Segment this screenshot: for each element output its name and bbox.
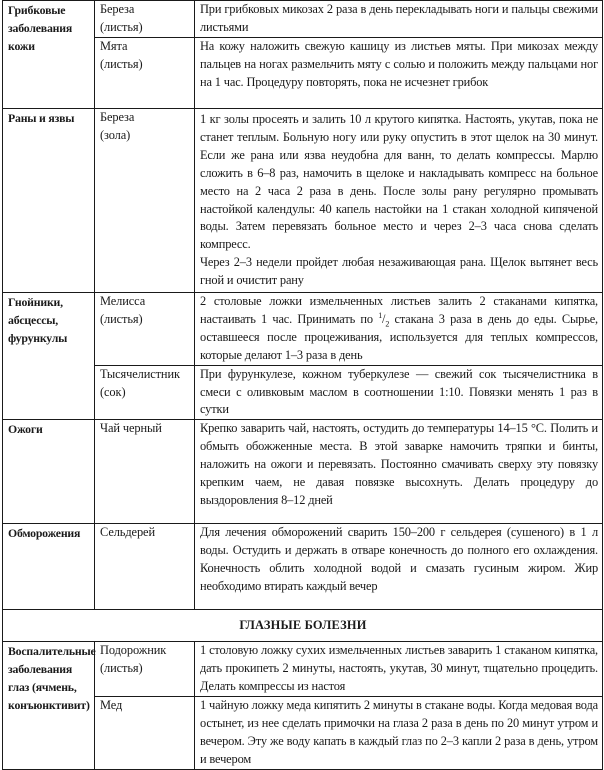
herb-cell [95, 1, 195, 38]
description-paragraph: 1 кг золы просеять и залить 10 л крутого кипятка. Настоять, укутав, пока не станет теплым. Больную ногу или руку опустить в этот щелок на 30 минут. Если же рана или язва неудобна для ванн, то делать компрессы. Марлю сложить в 6–8 раз, намочить в щелоке и накладывать компресс на больное место на 2 часа 2 раза в день. После золы рану регулярно промывать настойкой календулы: 40 капель настойки на 1 стакан холодной кипяченой воды. Затем перевязать больное место и через 2–3 часа снова сделать компресс. [200, 112, 598, 252]
description-paragraph: Через 2–3 недели пройдет любая незаживающая рана. Щелок вытянет весь гной и очистит рану [200, 255, 598, 288]
table-row [3, 293, 603, 366]
condition-cell [3, 109, 95, 293]
description-cell: 1 столовую ложку сухих измельченных листьев заварить 1 стаканом кипятка, дать прокипеть 2 минуты, настоять, укутав, 30 минут, тщательно процедить. Делать компрессы из настоя [195, 642, 603, 697]
fraction-denominator: 2 [385, 319, 390, 329]
description-cell: На кожу наложить свежую кашицу из листьев мяты. При микозах между пальцев на ногах размельчить мяту с солью и положить между пальцами ног на 1 час. Процедуру повторять, пока не исчезнет грибок [195, 38, 603, 109]
table-row [3, 420, 603, 524]
herb-cell [95, 38, 195, 109]
herb-name: Береза [100, 2, 135, 16]
herb-cell [95, 642, 195, 697]
fraction: $^1/_2$ [378, 310, 390, 329]
herb-part: (листья) [100, 311, 143, 326]
section-header: ГЛАЗНЫЕ БОЛЕЗНИ [3, 610, 603, 642]
section-header-row [3, 610, 603, 642]
condition-cell [3, 420, 95, 524]
herb-name: Мелисса [100, 294, 146, 308]
table-row [3, 642, 603, 697]
description-text: 2 столовые ложки измельченных листьев залить 2 стаканами кипятка, настаивать 1 час. Принимать по [200, 294, 598, 326]
herb-name: Чай черный [100, 421, 162, 436]
description-cell: При грибковых микозах 2 раза в день перекладывать ноги и пальцы свежими листьями [195, 1, 603, 38]
description-cell [195, 109, 603, 293]
herb-part: (зола) [100, 127, 131, 142]
condition-label: Обморожения [8, 526, 81, 541]
fraction-numerator: 1 [378, 310, 383, 320]
condition-label: Ожоги [8, 422, 43, 437]
remedies-table [2, 0, 603, 770]
herb-part: (сок) [100, 384, 126, 399]
condition-label: Воспалительные заболевания глаз (ячмень, конъюнктивит) [8, 644, 96, 713]
herb-name: Подорожник [100, 643, 167, 658]
description-cell: При фурункулезе, кожном туберкулезе — свежий сок тысячелистника в смеси с оливковым маслом в соотношении 1:10. Повязки менять 1 раз в сутки [195, 365, 603, 420]
herb-cell [95, 293, 195, 366]
description-cell: 1 чайную ложку меда кипятить 2 минуты в стакане воды. Когда медовая вода остынет, из нее сделать примочки на глаза 2 раза в день по 20 минут утром и вечером. Эту же воду капать в каждый глаз по 2–3 капли 2 раза в день, утром и вечером [195, 697, 603, 770]
description-cell [195, 293, 603, 366]
description-cell: Крепко заварить чай, настоять, остудить до температуры 14–15 °С. Полить и обмыть обожженные места. В этой заварке намочить тряпки и бинты, наложить на ожоги и перевязать. Постоянно смачивать сверху эту повязку крепким чаем, не давая повязке высохнуть. Делать процедуру до выздоровления 8–12 дней [195, 420, 603, 524]
description-cell: Для лечения обморожений сварить 150–200 г сельдерея (сушеного) в 1 л воды. Остудить и держать в отваре конечность до полного его охлаждения. Конечность облить холодной водой и смазать гусиным жиром. Жир необходимо втирать каждый вечер [195, 524, 603, 610]
table-row [3, 524, 603, 610]
herb-name: Тысячелистник [100, 366, 180, 381]
condition-label: Раны и язвы [8, 111, 75, 125]
condition-cell [3, 1, 95, 109]
condition-cell [3, 524, 95, 610]
herb-part: (листья) [100, 56, 143, 71]
table-row [3, 1, 603, 38]
herb-cell [95, 420, 195, 524]
herb-part: (листья) [100, 19, 143, 34]
herb-name: Мята [100, 39, 128, 53]
herb-cell [95, 109, 195, 293]
description-text: стакана 3 раза в день до еды. Сырье, оставшееся после процеживания, используется для теплых компрессов, которые делают 1–3 раза в день [200, 311, 598, 362]
condition-cell [3, 642, 95, 769]
herb-name: Мед [100, 698, 123, 713]
condition-label: Гнойники, абсцессы, фурункулы [8, 295, 68, 345]
table-row [3, 109, 603, 293]
herb-cell [95, 524, 195, 610]
herb-cell [95, 697, 195, 770]
condition-cell [3, 293, 95, 420]
herb-name: Сельдерей [100, 525, 155, 540]
condition-label: Грибковые заболевания кожи [8, 3, 73, 53]
herb-cell [95, 365, 195, 420]
herb-name: Береза [100, 110, 135, 124]
herb-part: (листья) [100, 661, 143, 676]
